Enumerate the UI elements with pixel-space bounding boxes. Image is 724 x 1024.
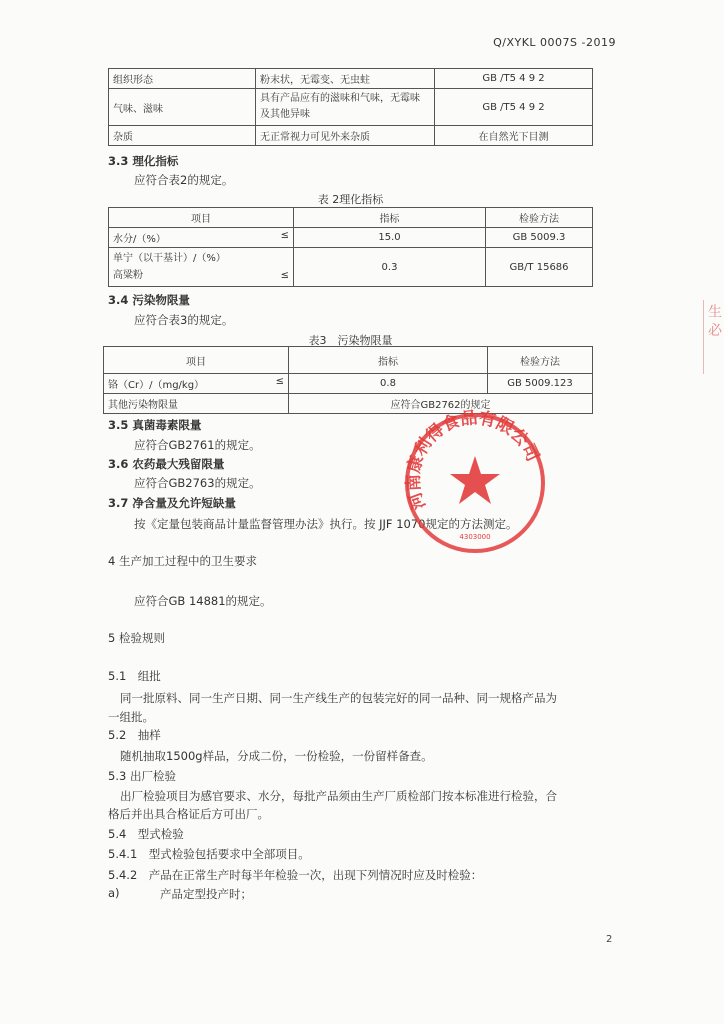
section-heading: 3.7 净含量及允许短缺量	[108, 496, 236, 510]
table-header: 项目	[104, 347, 289, 374]
table-header: 项目	[109, 208, 294, 228]
section-heading: 5.4 型式检验	[108, 827, 184, 841]
table-header: 指标	[289, 347, 488, 374]
section-text: 同一批原料、同一生产日期、同一生产线生产的包装完好的同一品种、同一规格产品为	[120, 691, 557, 705]
table-cell: GB 5009.3	[486, 228, 593, 248]
table-cell: 15.0	[294, 228, 486, 248]
table-caption: 表 2理化指标	[317, 193, 384, 206]
section-heading: 3.6 农药最大残留限量	[108, 457, 225, 471]
table-cell: 杂质	[109, 126, 256, 146]
table-cell: GB 5009.123	[488, 374, 593, 394]
table-caption: 表3 污染物限量	[308, 334, 393, 347]
table-header: 检验方法	[488, 347, 593, 374]
contaminant-table	[103, 346, 593, 414]
table-cell: 组织形态	[109, 69, 256, 89]
section-heading: 5.1 组批	[108, 669, 161, 683]
section-text: 按《定量包装商品计量监督管理办法》执行。按 JJF 1070规定的方法测定。	[134, 517, 518, 531]
section-heading: 3.5 真菌毒素限量	[108, 418, 202, 432]
section-text: 应符合GB 14881的规定。	[134, 594, 272, 608]
section-text: 应符合GB2761的规定。	[134, 438, 261, 452]
section-text: 5.4.1 型式检验包括要求中全部项目。	[108, 847, 310, 861]
table-cell: 应符合GB2762的规定	[289, 394, 593, 414]
company-seal	[400, 408, 550, 558]
section-text: 格后并出具合格证后方可出厂。	[108, 807, 269, 821]
table-cell: 具有产品应有的滋味和气味，无霉味 及其他异味	[256, 89, 435, 126]
list-item-marker: a)	[108, 886, 120, 900]
document-code: Q/XYKL 0007S -2019	[493, 36, 616, 49]
page-number: 2	[606, 934, 613, 945]
table-cell: 无正常视力可见外来杂质	[256, 126, 435, 146]
table-header: 检验方法	[486, 208, 593, 228]
section-heading: 4 生产加工过程中的卫生要求	[108, 554, 257, 568]
edge-seal-fragment: 生 必	[703, 300, 724, 374]
svg-text:河南康利得食品有限公司: 河南康利得食品有限公司	[403, 408, 543, 513]
svg-text:4303000: 4303000	[459, 533, 491, 541]
table-row	[109, 126, 593, 146]
section-text: 出厂检验项目为感官要求、水分，每批产品须由生产厂质检部门按本标准进行检验，合	[120, 789, 557, 803]
section-text: 随机抽取1500g样品，分成二份，一份检验，一份留样备查。	[120, 749, 433, 763]
table-row	[109, 248, 593, 287]
table-cell: GB /T5 4 9 2	[435, 69, 593, 89]
table-cell: 单宁（以干基计）/（%） 高粱粉 ≤	[109, 248, 294, 287]
table-header: 指标	[294, 208, 486, 228]
table-cell: 0.3	[294, 248, 486, 287]
physchem-table	[108, 207, 593, 287]
section-text: 一组批。	[108, 710, 154, 724]
section-heading: 3.3 理化指标	[108, 154, 179, 168]
table-row	[104, 374, 593, 394]
sensory-table	[108, 68, 593, 146]
section-heading: 5.2 抽样	[108, 728, 161, 742]
table-cell: GB /T5 4 9 2	[435, 89, 593, 126]
star-icon	[450, 456, 500, 504]
table-row	[109, 228, 593, 248]
section-heading: 5 检验规则	[108, 631, 165, 645]
section-text: 应符合GB2763的规定。	[134, 476, 261, 490]
section-text: 应符合表2的规定。	[134, 173, 234, 187]
table-row	[109, 208, 593, 228]
section-heading: 3.4 污染物限量	[108, 293, 190, 307]
table-cell: 0.8	[289, 374, 488, 394]
section-heading: 5.3 出厂检验	[108, 769, 176, 783]
table-cell: 其他污染物限量	[104, 394, 289, 414]
table-cell: 在自然光下目测	[435, 126, 593, 146]
table-cell: 水分/（%） ≤	[109, 228, 294, 248]
table-row	[109, 89, 593, 126]
section-text: 5.4.2 产品在正常生产时每半年检验一次，出现下列情况时应及时检验：	[108, 868, 483, 882]
table-cell: 铬（Cr）/（mg/kg） ≤	[104, 374, 289, 394]
table-row	[104, 347, 593, 374]
table-row	[109, 69, 593, 89]
section-text: 应符合表3的规定。	[134, 313, 234, 327]
table-cell: GB/T 15686	[486, 248, 593, 287]
table-cell: 粉末状，无霉变、无虫蛀	[256, 69, 435, 89]
table-cell: 气味、滋味	[109, 89, 256, 126]
list-item: 产品定型投产时；	[160, 887, 252, 901]
